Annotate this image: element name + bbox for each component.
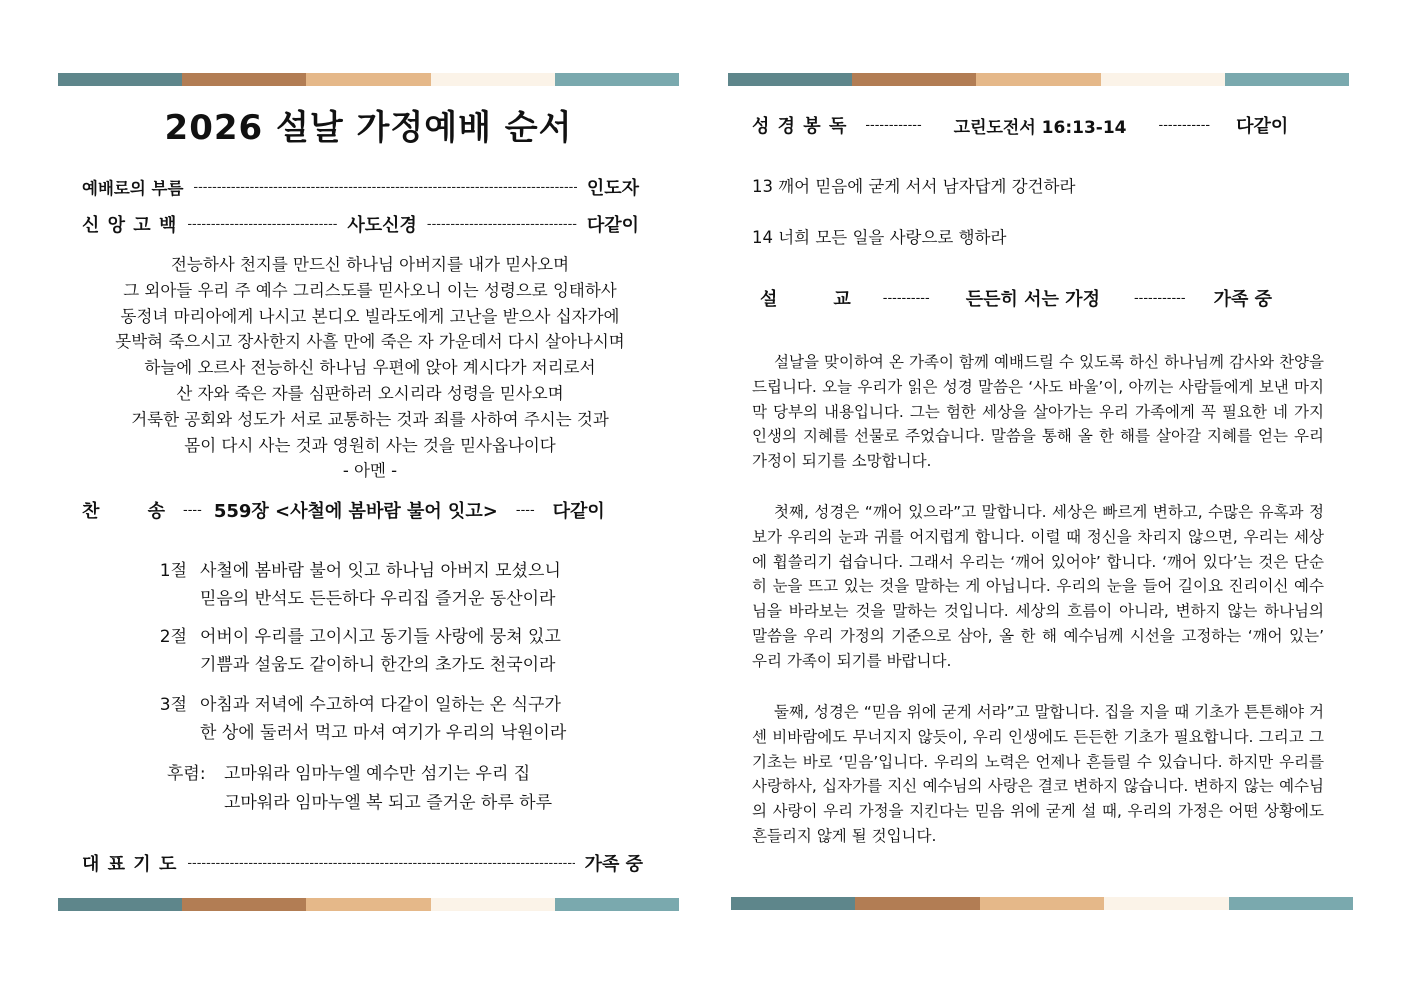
creed-line: 거룩한 공회와 성도가 서로 교통하는 것과 죄를 사하여 주시는 것과: [131, 409, 609, 429]
chorus-line: 고마워라 임마누엘 복 되고 즐거운 하루 하루: [224, 793, 553, 813]
reading-passage: 고린도전서 16:13-14: [953, 117, 1127, 138]
left-top-color-bar: [58, 73, 679, 86]
verse-number: 2절: [159, 627, 187, 647]
prayer-leader: 가족 중: [584, 854, 643, 875]
prayer-row: [82, 850, 643, 876]
scripture-verse: 13 깨어 믿음에 굳게 서서 남자답게 강건하라: [752, 177, 1076, 196]
chorus-label: 후렴:: [167, 764, 206, 784]
verse-line: 믿음의 반석도 든든하다 우리집 즐거운 동산이라: [200, 589, 556, 609]
verse-line: 한 상에 둘러서 먹고 마셔 여기가 우리의 낙원이라: [200, 723, 567, 743]
hymn-leader: 다같이: [552, 501, 605, 522]
sermon-title: 든든히 서는 가정: [965, 289, 1100, 310]
sermon-paragraph: 설날을 맞이하여 온 가족이 함께 예배드릴 수 있도록 하신 하나님께 감사와 찬양을 드립니다. 오늘 우리가 읽은 성경 말씀은 ‘사도 바울’이, 아끼는 사람들에게 보낸 마지막 당부의 내용입니다. 그는 험한 세상을 살아가는 우리 가족에게 꼭 필요한 네 가지 인생의 지혜를 선물로 주었습니다. 말씀을 통해 올 한 해를 살아갈 지혜를 얻는 우리 가정이 되기를 소망합니다.: [752, 353, 1324, 471]
hymn-label: 찬 송: [82, 501, 166, 522]
verse-number: 1절: [159, 561, 187, 581]
creed-line: 못박혀 죽으시고 장사한지 사흘 만에 죽은 자 가운데서 다시 살아나시며: [115, 332, 625, 352]
right-bottom-color-bar: [731, 897, 1353, 910]
dotted-leader: [187, 217, 337, 232]
verse-line: 기쁨과 설움도 같이하니 한간의 초가도 천국이라: [200, 655, 556, 675]
scripture-verse: 14 너희 모든 일을 사랑으로 행하라: [752, 228, 1007, 247]
reading-dash-right: -----------: [1158, 117, 1211, 133]
creed-leader: 다같이: [586, 215, 639, 236]
sermon-leader: 가족 중: [1213, 289, 1272, 310]
reading-leader: 다같이: [1236, 116, 1289, 137]
page-title: 2026 설날 가정예배 순서: [164, 108, 573, 148]
dotted-leader: [427, 217, 577, 232]
hymn-title: 559장 <사철에 봄바람 불어 잇고>: [213, 501, 498, 522]
dotted-leader: [187, 856, 574, 871]
sermon-paragraph: 첫째, 성경은 “깨어 있으라”고 말합니다. 세상은 빠르게 변하고, 수많은 유혹과 정보가 우리의 눈과 귀를 어지럽게 합니다. 이럴 때 정신을 차리지 않으면, 우리는 세상에 휩쓸리기 쉽습니다. 그래서 우리는 ‘깨어 있어야’ 합니다. ‘깨어 있다’는 것은 단순히 눈을 뜨고 있는 것을 말하는 게 아닙니다. 우리의 눈을 들어 길이요 진리이신 예수님을 바라보는 것을 말하는 것입니다. 세상의 흐름이 아니라, 변하지 않는 하나님의 말씀을 우리 가정의 기준으로 삼아, 올 한 해 예수님께 시선을 고정하는 ‘깨어 있는’ 우리 가족이 되기를 바랍니다.: [752, 503, 1324, 670]
apostles-creed-text: [70, 252, 670, 484]
sermon-paragraph: 둘째, 성경은 “믿음 위에 굳게 서라”고 말합니다. 집을 지을 때 기초가 튼튼해야 거센 비바람에도 무너지지 않듯이, 우리 인생에도 든든한 기초가 필요합니다. 그리고 그 기초는 바로 ‘믿음’입니다. 우리의 노력은 언제나 흔들릴 수 있습니다. 하지만 우리를 사랑하사, 십자가를 지신 예수님의 사랑은 결코 변하지 않습니다. 변하지 않는 예수님의 사랑이 우리 가정을 지킨다는 믿음 위에 굳게 설 때, 우리의 가정은 어떤 상황에도 흔들리지 않게 될 것입니다.: [752, 703, 1324, 845]
hymn-row: [82, 497, 639, 523]
dotted-leader: [193, 180, 576, 195]
creed-line: 그 외아들 우리 주 예수 그리스도를 믿사오니 이는 성령으로 잉태하사: [123, 280, 617, 300]
sermon-dash-left: ----------: [882, 290, 930, 306]
sermon-label: 설: [760, 289, 778, 310]
reading-row: [752, 112, 1316, 138]
reading-label: 성 경 봉 독: [752, 116, 848, 137]
creed-line: 동정녀 마리아에게 나시고 본디오 빌라도에게 고난을 받으사 십자가에: [120, 306, 620, 326]
call-to-worship-label: 예배로의 부름: [82, 179, 184, 198]
call-to-worship-row: [82, 174, 639, 200]
creed-line: 산 자와 죽은 자를 심판하러 오시리라 성령을 믿사오며: [176, 383, 564, 403]
creed-label: 신 앙 고 백: [82, 215, 178, 236]
verse-line: 아침과 저녁에 수고하여 다같이 일하는 온 식구가: [200, 695, 561, 715]
verse-number: 3절: [159, 695, 187, 715]
call-to-worship-leader: 인도자: [586, 178, 639, 199]
verse-line: 어버이 우리를 고이시고 동기들 사랑에 뭉쳐 있고: [200, 627, 561, 647]
creed-row: [82, 211, 639, 237]
creed-amen: - 아멘 -: [342, 461, 398, 481]
creed-line: 몸이 다시 사는 것과 영원히 사는 것을 믿사옵나이다: [184, 435, 556, 455]
creed-line: 하늘에 오르사 전능하신 하나님 우편에 앉아 계시다가 저리로서: [144, 358, 596, 378]
sermon-row: [760, 285, 1322, 311]
verse-line: 사철에 봄바람 불어 잇고 하나님 아버지 모셨으니: [200, 561, 561, 581]
right-top-color-bar: [728, 73, 1349, 86]
hymn-dash-left: ----: [183, 502, 202, 518]
chorus-line: 고마워라 임마누엘 예수만 섬기는 우리 집: [224, 764, 531, 784]
creed-line: 전능하사 천지를 만드신 하나님 아버지를 내가 믿사오며: [170, 255, 570, 274]
left-bottom-color-bar: [58, 898, 679, 911]
sermon-label: 교: [833, 289, 851, 310]
creed-text: 사도신경: [347, 215, 417, 236]
reading-dash-left: ------------: [865, 117, 922, 133]
hymn-dash-right: ----: [515, 502, 535, 518]
prayer-label: 대 표 기 도: [82, 854, 178, 875]
sermon-dash-right: -----------: [1133, 290, 1186, 306]
